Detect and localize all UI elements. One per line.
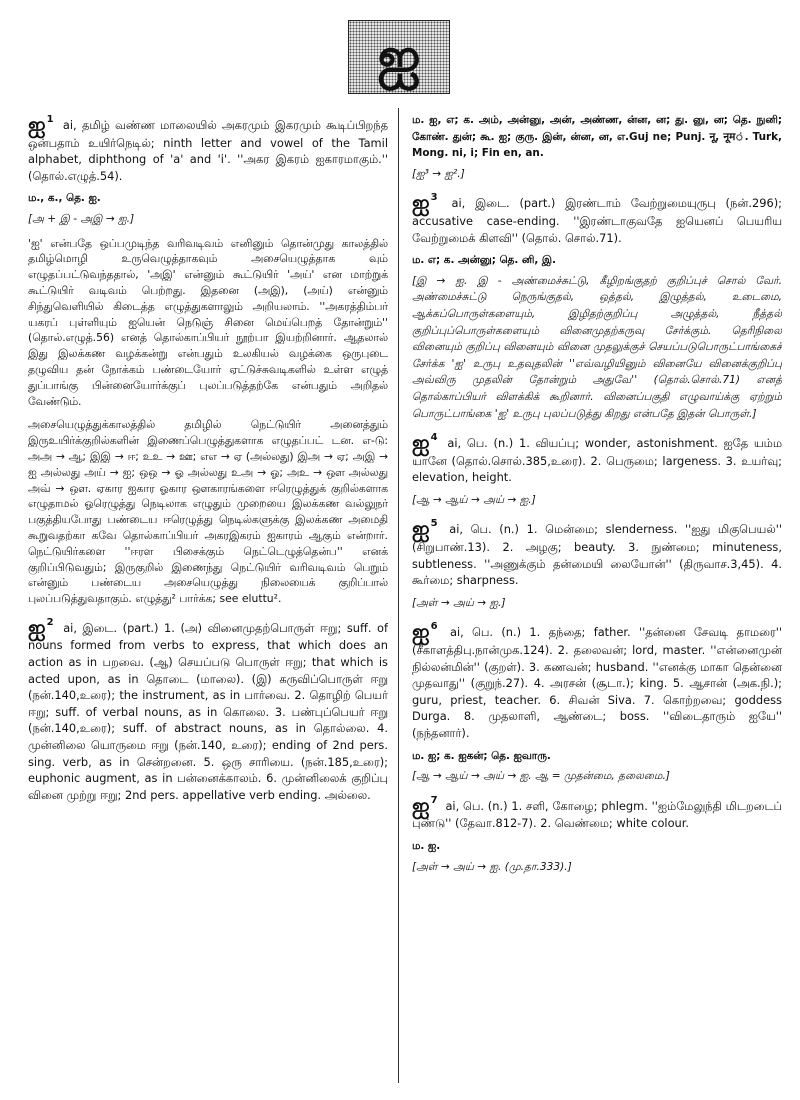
cognates-line: ம. ஐ, எ; க. அம், அன்னு, அன், அண்ண, ன்ன, ன; து. னு, ன; தெ. நுனி; கோண். துன்; கூ. ஐ; குரு. இன், ன்ன, ன, எ.Guj ne; Punj. नू, नूम். Turk, Mong. ni, i; Fin en, an. (412, 114, 782, 160)
etymology-line: [ஆ → ஆய் → அய் → ஐ.] (412, 493, 536, 506)
right-column (412, 112, 782, 1082)
etymology-line: [அள் → அய் → ஐ. (மு.தா.333).] (412, 860, 572, 873)
column-divider (398, 108, 399, 1083)
cognates-line: ம. ஐ; க. ஐகன்; தெ. ஐவாரு. (412, 749, 551, 762)
entry-text: ai, பெ. (n.) 1. சளி, கோழை; phlegm. ''ஐம்மேலுந்தி மிடறடைப் புண்டு'' (தேவா.812-7). 2. வெண்மை; white colour. (412, 798, 782, 831)
entry-ai-1 (28, 112, 388, 184)
section-letter: ஐ (377, 25, 421, 88)
section-letter-box (348, 20, 450, 94)
left-column (28, 112, 388, 1082)
headword: ஐ$^5$ (412, 517, 438, 543)
entry-text: ai, பெ. (n.) 1. தந்தை; father. ''தன்னை சேவடி தாமரை'' (சீகாளத்திபு.நான்முக.124). 2. தலைவன்; lord, master. ''என்னைமுன் நில்லன்மின்'' (குறள்). 3. கணவன்; husband. ''எனக்கு மாகா தென்னை முதவாது'' (குறுந்.27). 4. அரசன் (சூடா.); king. 5. ஆசான் (அக.நி.); guru, priest, teacher. 6. சிவன் Siva. 7. கொற்றவை; goddess Durga. 8. முதலாளி, ஆண்டை; boss. ''விடைதாரும் ஐயே'' (நந்தனார்). (412, 625, 782, 740)
cognates-line: ம., க., தெ. ஐ. (28, 192, 101, 205)
entry-ai-7 (412, 793, 782, 832)
headword: ஐ$^7$ (412, 793, 438, 819)
headword: ஐ$^1$ (28, 113, 54, 138)
entry-text: ai, பெ. (n.) 1. மென்மை; slenderness. ''ஐது மிகுபெயல்'' (சிறுபாண்.13). 2. அழகு; beauty. 3. நுண்மை; minuteness, subtleness. ''அணுக்கும் தன்மையி லையோன்'' (திருவாச.3,45). 4. கூர்மை; sharpness. (412, 522, 782, 588)
headword: ஐ$^6$ (412, 620, 438, 646)
entry-text: ai, இடை. (part.) இரண்டாம் வேற்றுமையுருபு (நன்.296); accusative case-ending. ''இரண்டாகுவதே ஐயெனப் பெயரிய வேற்றுமைக் கிளவி'' (தொல். சொல்.71). (412, 196, 782, 245)
entry-ai-3 (412, 190, 782, 246)
headword: ஐ$^4$ (412, 431, 438, 457)
etymology-line: [இ → ஐ. இ - அண்மைச்சுட்டு, கீழிறங்குதற் குறிப்புச் சொல் வேர். அண்மைச்சுட்டு நெருங்குதல், ஒத்தல், இழுத்தல், உடைமை, ஆக்கப்பொருள்களையும், இழிதற்குறிப்பு அழுத்தல், நீத்தல் குறிப்புப்பொருள்களையும் வினைமுதற்கருவு சேர்க்கும். தெரிநிலை வினையும் குறிப்பு வினையும் வினை முதலுக்குச் செயப்படுபொருட்பாங்கைச் சேர்க்க 'ஐ' உருபு உதவுதலின் ''எவ்வழியினும் வினையே வினைக்குறிப்பு அவ்விரு முதலின் தோன்றும் அதுவே'' (தொல்.சொல்.71) எனத் தொல்காப்பியர் விளக்கிக் கூறினார். வினைப்பகுதி எழுவாய்க்கு ஏற்றும் பொருட்பாங்கை 'ஐ' உருபு புலப்படுத்து கிறது என்பதே இதன் பொருள்.] (412, 274, 782, 420)
headword: ஐ$^3$ (412, 191, 438, 217)
etymology-line: [அள் → அய் → ஐ.] (412, 596, 506, 609)
cognates-line: ம. எ; க. அன்னு; தெ. னி, இ. (412, 254, 556, 267)
commentary-paragraph: அசையெழுத்துக்காலத்தில் தமிழில் நெட்டுயிர் அனைத்தும் இருஉயிர்க்குறில்களின் இணைப்பெழுத்துகளாக எழுதப்பட் டன. எ-டு: அஅ → ஆ; இஇ → ஈ; உஉ → ஊ; எஎ → ஏ (அல்லது) இஅ → ஏ; அஇ → ஐ அல்லது அய் → ஐ; ஒஒ → ஓ அல்லது உஅ → ஓ; அஉ → ஔ அல்லது அவ் → ஔ. ஏகார ஐகார ஓகார ஔகாரங்களை ஈரெழுத்துக் குறில்களாக எழுதாமல் ஓரெழுத்து நெடிலாக எழுதும் முறையை இலக்கண வல்லுநர் பகுத்தியபோது பண்டைய ஈரெழுத்து நெடில்களுக்கு இலக்கண அமைதி கூறுவதற்கா கவே தொல்காப்பியர் அகரஇகரம் ஐகாரம் ஆகும் என்றார். நெட்டுயிர்களை ''ஈரள பிசைக்கும் நெட்டெழுத்தென்ப'' எனக் குறிப்பிடுவதும்; இருகுறில் இணைந்து நெட்டுயிர் வரிவடிவம் பெறும் என்னும் பண்டைய அசையெழுத்து நிலையைக் குறிப்பால் புலப்படுத்துவதாகும். எழுத்து² பார்க்க; see eluttu². (28, 418, 388, 606)
entry-ai-5 (412, 516, 782, 588)
entry-text: ai, இடை. (part.) 1. (அ) வினைமுதற்பொருள் ஈறு; suff. of nouns formed from verbs to express, that which does an action as in பறவை. (ஆ) செயப்படு பொருள் ஈறு; that which is acted upon, as in தொடை (மாலை). (இ) கருவிப்பொருள் ஈறு (நன்.140,உரை); the instrument, as in பார்வை. 2. தொழிற் பெயர் ஈறு; suff. of verbal nouns, as in கொலை. 3. பண்புப்பெயர் ஈறு (நன்.140,உரை); suff. of abstract nouns, as in தொல்லை. 4. முன்னிலை யொருமை ஈறு (நன்.140, உரை); ending of 2nd pers. sing. verb, as in சென்றனை. 5. ஒரு சாரியை. (நன்.185,உரை); euphonic augment, as in பன்னைக்காலம். 6. முன்னிலைக் குறிப்பு வினை முற்று ஈறு; 2nd pers. appellative verb ending. அல்லை. (28, 620, 388, 802)
entry-ai-6 (412, 619, 782, 741)
etymology-line: [ஆ → ஆய் → அய் → ஐ. ஆ = முதன்மை, தலைமை.] (412, 770, 670, 783)
entry-text: ai, தமிழ் வண்ண மாலையில் அகரமும் இகரமும் கூடிப்பிறந்த ஒன்பதாம் உயிர்நெடில்; ninth letter and vowel of the Tamil alphabet, diphthong of 'a' and 'i'. ''அகர இகரம் ஐகாரமாகும்.'' (தொல்.எழுத்.54). (28, 118, 388, 183)
entry-ai-2 (28, 615, 388, 804)
commentary-paragraph: 'ஐ' என்பதே ஒப்பமுடிந்த வரிவடிவம் எனினும் தொன்முது காலத்தில் தமிழ்மொழி உருவெழுத்தாகவும் அசையெழுத்தாக வும் எழுதப்பட்டுவந்ததால், 'அஇ' என்னும் கூட்டுயிர் 'அய்' என மாற்றுக் கூட்டுயிர் வடிவம் பெற்றது. இதனை (அஇ), (அய்) என்னும் சிந்துவெளியில் கிடைத்த எழுத்துகளாலும் அறியலாம். ''அகரத்திம்பர் யகரப் புள்ளியும் ஐயென் நெடுஞ் சினை மெய்பெறத் தோன்றும்'' (தொல்.எழுத்.56) எனத் தொல்காப்பியர் நூற்பா இயற்றினார். ஆதலால் இது இலக்கண வழக்கன்று என்பதும் உலகியல் வழக்கை ஒருபுடை தழுவிய தன் நோக்கம் பண்டையோர் ஏட்டுச்சுவடிகளில் உள்ள எழுத் துப்பாங்கு பின்னையோர்க்குப் புலப்படுத்தற்கே என்பதும் அறிதல் வேண்டும். (28, 236, 388, 408)
headword: ஐ$^2$ (28, 615, 54, 641)
etymology-line: [ஐ³ → ஐ².] (412, 167, 465, 180)
cognates-line: ம. ஐ. (412, 839, 441, 852)
etymology-line: [அ + இ - அஇ → ஐ.] (28, 212, 135, 225)
entry-ai-4 (412, 430, 782, 486)
entry-text: ai, பெ. (n.) 1. வியப்பு; wonder, astonishment. ஐதே யம்ம யானே (தொல்.சொல்.385,உரை). 2. பெருமை; largeness. 3. உயர்வு; elevation, height. (412, 436, 782, 485)
